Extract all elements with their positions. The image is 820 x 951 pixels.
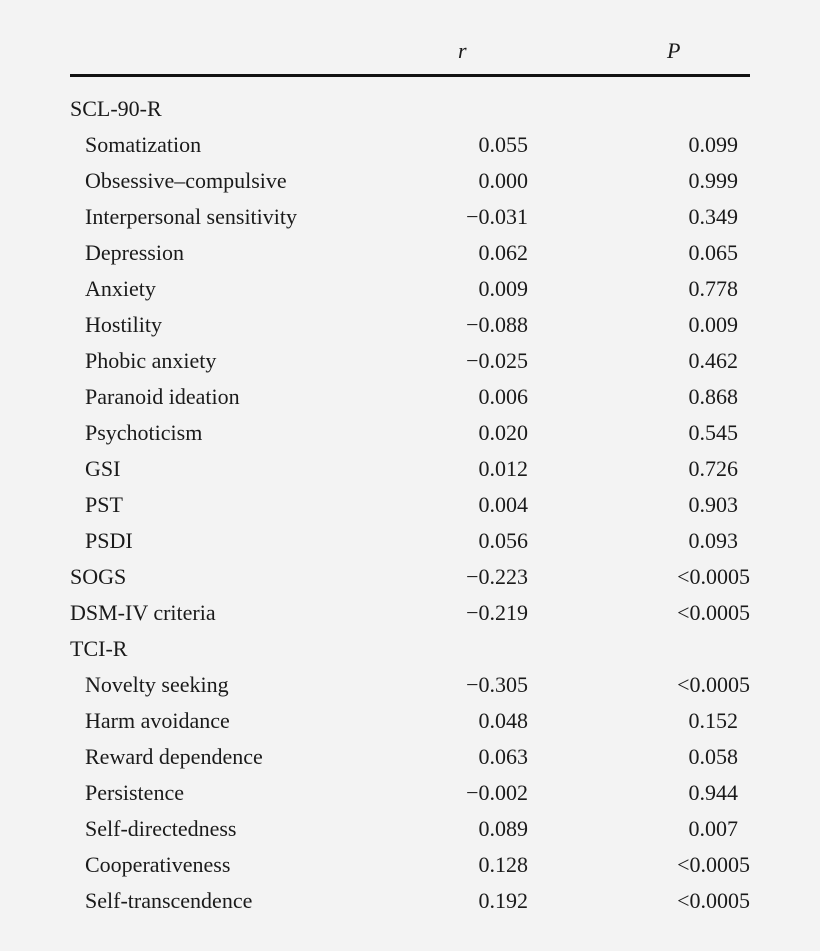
- table-row: [70, 415, 750, 451]
- r-value: −0.031: [466, 204, 528, 229]
- p-value: 0.726: [688, 456, 738, 481]
- p-value: <0.0005: [677, 852, 750, 877]
- row-label: Cooperativeness: [85, 852, 231, 877]
- table-row: [70, 847, 750, 883]
- p-value: 0.868: [688, 384, 738, 409]
- row-label: SOGS: [70, 564, 127, 589]
- row-label: Depression: [85, 240, 184, 265]
- table-row: [70, 379, 750, 415]
- r-value: 0.063: [478, 744, 528, 769]
- table-row: [70, 163, 750, 199]
- p-value: 0.349: [688, 204, 738, 229]
- r-value: −0.219: [466, 600, 528, 625]
- row-label: Novelty seeking: [85, 672, 229, 697]
- p-value: <0.0005: [677, 888, 750, 913]
- p-value: 0.007: [688, 816, 738, 841]
- table-row: [70, 703, 750, 739]
- r-value: −0.088: [466, 312, 528, 337]
- row-label: SCL-90-R: [70, 96, 162, 121]
- column-header-r: r: [458, 38, 467, 63]
- r-value: 0.004: [478, 492, 528, 517]
- row-label: Obsessive–compulsive: [85, 168, 287, 193]
- r-value: 0.192: [478, 888, 528, 913]
- row-label: Persistence: [85, 780, 184, 805]
- p-value: 0.999: [688, 168, 738, 193]
- p-value: <0.0005: [677, 564, 750, 589]
- p-value: 0.462: [688, 348, 738, 373]
- r-value: 0.009: [478, 276, 528, 301]
- p-value: 0.944: [688, 780, 738, 805]
- p-value: 0.778: [688, 276, 738, 301]
- column-header-p: P: [667, 38, 681, 63]
- row-label: Paranoid ideation: [85, 384, 240, 409]
- row-label: Psychoticism: [85, 420, 203, 445]
- table-row: [70, 343, 750, 379]
- p-value: 0.058: [688, 744, 738, 769]
- row-label: PSDI: [85, 528, 133, 553]
- r-value: 0.000: [478, 168, 528, 193]
- table-row: [70, 883, 750, 919]
- table-row: [70, 559, 750, 595]
- r-value: −0.305: [466, 672, 528, 697]
- p-value: 0.093: [688, 528, 738, 553]
- r-value: 0.062: [478, 240, 528, 265]
- table-row: [70, 91, 750, 127]
- table-row: [70, 811, 750, 847]
- row-label: Interpersonal sensitivity: [85, 204, 298, 229]
- r-value: 0.055: [478, 132, 528, 157]
- row-label: Reward dependence: [85, 744, 263, 769]
- table-row: [70, 127, 750, 163]
- table-row: [70, 487, 750, 523]
- r-value: −0.223: [466, 564, 528, 589]
- table-body: [70, 91, 750, 919]
- r-value: 0.006: [478, 384, 528, 409]
- row-label: Harm avoidance: [85, 708, 230, 733]
- r-value: −0.002: [466, 780, 528, 805]
- table-row: [70, 307, 750, 343]
- row-label: PST: [85, 492, 123, 517]
- table-row: [70, 523, 750, 559]
- row-label: DSM-IV criteria: [70, 600, 216, 625]
- r-value: 0.089: [478, 816, 528, 841]
- table-row: [70, 199, 750, 235]
- r-value: 0.020: [478, 420, 528, 445]
- table-row: [70, 739, 750, 775]
- table-row: [70, 631, 750, 667]
- row-label: Self-transcendence: [85, 888, 253, 913]
- table-header: [70, 30, 750, 77]
- r-value: 0.048: [478, 708, 528, 733]
- table-row: [70, 775, 750, 811]
- table-row: [70, 451, 750, 487]
- row-label: GSI: [85, 456, 121, 481]
- table-row: [70, 271, 750, 307]
- row-label: Self-directedness: [85, 816, 237, 841]
- p-value: <0.0005: [677, 600, 750, 625]
- p-value: 0.545: [688, 420, 738, 445]
- row-label: TCI-R: [70, 636, 128, 661]
- p-value: 0.009: [688, 312, 738, 337]
- row-label: Phobic anxiety: [85, 348, 217, 373]
- correlation-table: [70, 30, 750, 919]
- p-value: 0.065: [688, 240, 738, 265]
- r-value: 0.012: [478, 456, 528, 481]
- table-row: [70, 595, 750, 631]
- row-label: Somatization: [85, 132, 202, 157]
- row-label: Hostility: [85, 312, 163, 337]
- p-value: 0.903: [688, 492, 738, 517]
- table-row: [70, 235, 750, 271]
- p-value: <0.0005: [677, 672, 750, 697]
- table-row: [70, 667, 750, 703]
- r-value: −0.025: [466, 348, 528, 373]
- p-value: 0.099: [688, 132, 738, 157]
- p-value: 0.152: [688, 708, 738, 733]
- row-label: Anxiety: [85, 276, 156, 301]
- r-value: 0.128: [478, 852, 528, 877]
- r-value: 0.056: [478, 528, 528, 553]
